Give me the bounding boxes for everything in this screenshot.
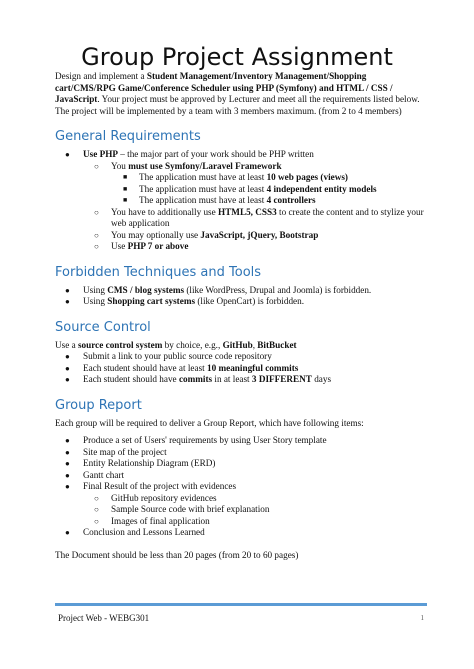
list-item: ● Site map of the project — [65, 446, 167, 457]
bullet-icon: ● — [65, 297, 70, 306]
footer-course-label: Project Web - WEBG301 — [58, 613, 150, 623]
page-title: Group Project Assignment — [81, 43, 393, 71]
circle-bullet-icon: ○ — [94, 242, 99, 251]
bullet-icon: ● — [65, 375, 70, 384]
circle-bullet-icon: ○ — [94, 505, 99, 514]
circle-bullet-icon: ○ — [94, 516, 99, 526]
square-bullet-icon: ■ — [123, 184, 128, 193]
bullet-icon: ● — [65, 436, 70, 445]
bullet-icon: ● — [65, 528, 70, 537]
list-item: ■ The application must have at least 4 independent entity models — [123, 183, 377, 194]
bullet-icon: ● — [65, 459, 70, 468]
list-item: ● Entity Relationship Diagram (ERD) — [65, 458, 216, 468]
list-item: ○ Images of final application — [94, 515, 210, 526]
list-item: ● Using Shopping cart systems (like OpenCart) is forbidden. — [65, 296, 305, 306]
circle-bullet-icon: ○ — [94, 161, 99, 171]
bullet-icon: ● — [65, 285, 70, 295]
document-body — [55, 71, 427, 561]
list-item: ● Gantt chart — [65, 469, 125, 480]
footer-page-number: 1 — [420, 614, 424, 622]
general-requirements-list — [55, 149, 427, 253]
section-heading-group-report: Group Report — [55, 397, 142, 413]
team-size-paragraph: The project will be implemented by a team with 3 members maximum. (from 2 to 4 members) — [55, 105, 402, 116]
section-heading-general: General Requirements — [55, 129, 201, 144]
circle-bullet-icon: ○ — [94, 493, 99, 503]
bullet-icon: ● — [65, 352, 70, 361]
list-item: ● Use PHP – the major part of your work should be PHP written — [65, 149, 314, 159]
list-item: ○ You must use Symfony/Laravel Framework — [94, 160, 282, 171]
intro-paragraph — [55, 71, 427, 106]
intro-text: Design and implement a — [55, 71, 147, 81]
list-item: ● Each student should have at least 10 meaningful commits — [65, 362, 299, 373]
report-intro-paragraph: Each group will be required to deliver a Group Report, which have following items: — [55, 417, 364, 428]
report-items-list — [55, 435, 427, 539]
section-heading-source-control: Source Control — [55, 319, 151, 335]
list-item: ○ You may optionally use JavaScript, jQuery, Bootstrap — [94, 229, 319, 240]
source-control-list — [55, 351, 427, 386]
list-item: ● Conclusion and Lessons Learned — [65, 527, 205, 537]
footer-divider — [55, 603, 427, 606]
bullet-icon: ● — [65, 470, 70, 480]
list-item: ● Produce a set of Users' requirements by using User Story template — [65, 435, 327, 445]
bullet-icon: ● — [65, 150, 70, 159]
list-item: ■ The application must have at least 4 controllers — [123, 195, 316, 205]
section-heading-forbidden: Forbidden Techniques and Tools — [55, 264, 262, 280]
circle-bullet-icon: ○ — [94, 230, 99, 240]
list-item: ■ The application must have at least 10 web pages (views) — [123, 172, 348, 182]
list-item: ○ GitHub repository evidences — [94, 492, 217, 503]
bullet-icon: ● — [65, 447, 70, 457]
intro-bold-text: Student Management/Inventory Management/Shopping cart/CMS/RPG Game/Conference Scheduler using PHP (Symfony) and HTML / CSS / JavaScript — [55, 71, 393, 104]
source-control-paragraph: Use a source control system by choice, e.g., GitHub, BitBucket — [55, 339, 297, 350]
list-item: ● Each student should have commits in at least 3 DIFFERENT days — [65, 374, 332, 384]
list-item: ○ Sample Source code with brief explanation — [94, 504, 270, 514]
forbidden-list — [55, 285, 427, 308]
list-item: ● Submit a link to your public source code repository — [65, 351, 272, 361]
circle-bullet-icon: ○ — [94, 207, 99, 217]
list-item: ○ You have to additionally use HTML5, CSS3 to create the content and to stylize your web application — [94, 206, 424, 228]
bullet-icon: ● — [65, 482, 70, 491]
report-closing-paragraph: The Document should be less than 20 pages (from 20 to 60 pages) — [55, 549, 299, 560]
square-bullet-icon: ■ — [123, 173, 128, 181]
list-item: ● Using CMS / blog systems (like WordPress, Drupal and Joomla) is forbidden. — [65, 284, 372, 295]
list-item: ○ Use PHP 7 or above — [94, 241, 189, 251]
intro-text-end: . Your project must be approved by Lecturer and meet all the requirements listed below. — [97, 94, 420, 104]
bullet-icon: ● — [65, 363, 70, 373]
square-bullet-icon: ■ — [123, 196, 128, 204]
list-item: ● Final Result of the project with evidences — [65, 481, 237, 491]
